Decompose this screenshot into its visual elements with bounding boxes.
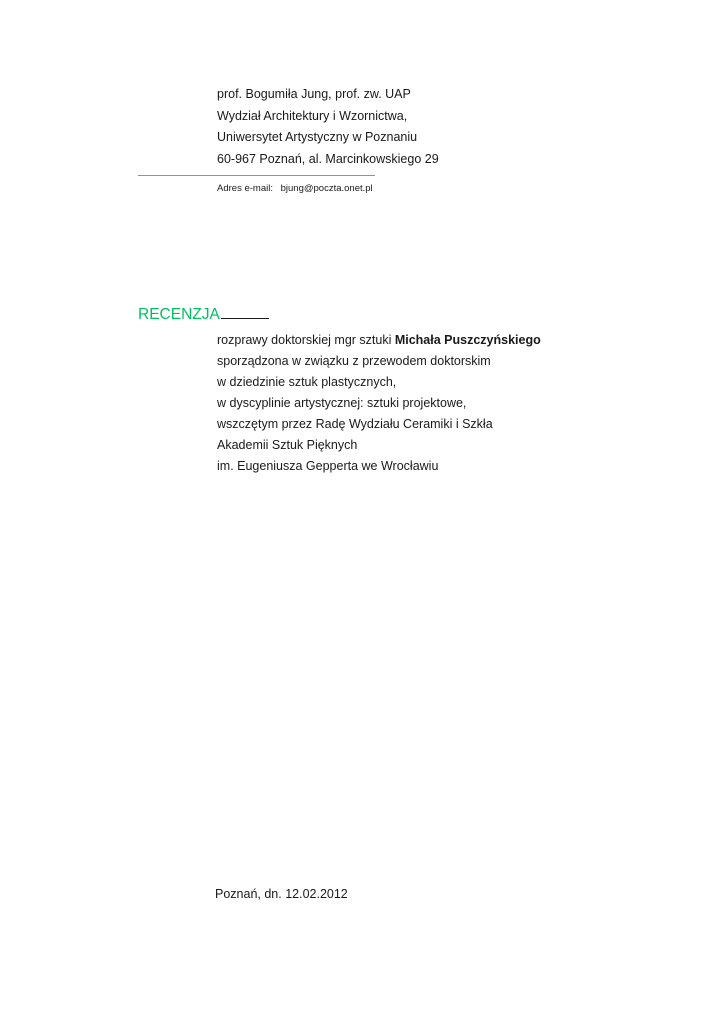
university-name: Uniwersytet Artystyczny w Poznaniu — [217, 130, 418, 144]
review-line: sporządzona w związku z przewodem doktorskim — [217, 354, 491, 368]
review-heading-underline — [221, 305, 269, 319]
email-label: Adres e-mail: — [217, 183, 273, 194]
email-address: bjung@poczta.onet.pl — [280, 183, 373, 194]
review-subject-line — [217, 330, 541, 351]
author-name: prof. Bogumiła Jung, prof. zw. UAP — [217, 87, 411, 101]
review-line: w dziedzinie sztuk plastycznych, — [217, 375, 397, 389]
email-line — [217, 183, 373, 195]
faculty-name: Wydział Architektury i Wzornictwa, — [217, 108, 408, 123]
postal-address: 60-967 Poznań, al. Marcinkowskiego 29 — [217, 151, 439, 166]
review-line: im. Eugeniusza Gepperta we Wrocławiu — [217, 459, 439, 473]
header-divider — [138, 175, 375, 176]
review-heading-text: RECENZJA — [138, 306, 220, 323]
review-subject-block — [217, 330, 541, 477]
candidate-name: Michała Puszczyńskiego — [394, 333, 541, 347]
review-heading — [138, 305, 269, 324]
review-subject-prefix: rozprawy doktorskiej mgr sztuki — [217, 333, 395, 347]
place-and-date: Poznań, dn. 12.02.2012 — [215, 887, 348, 901]
author-address-block — [217, 84, 439, 170]
review-line: wszczętym przez Radę Wydziału Ceramiki i Szkła — [217, 417, 493, 431]
review-line: w dyscyplinie artystycznej: sztuki projektowe, — [217, 396, 467, 410]
review-line: Akademii Sztuk Pięknych — [217, 438, 358, 452]
